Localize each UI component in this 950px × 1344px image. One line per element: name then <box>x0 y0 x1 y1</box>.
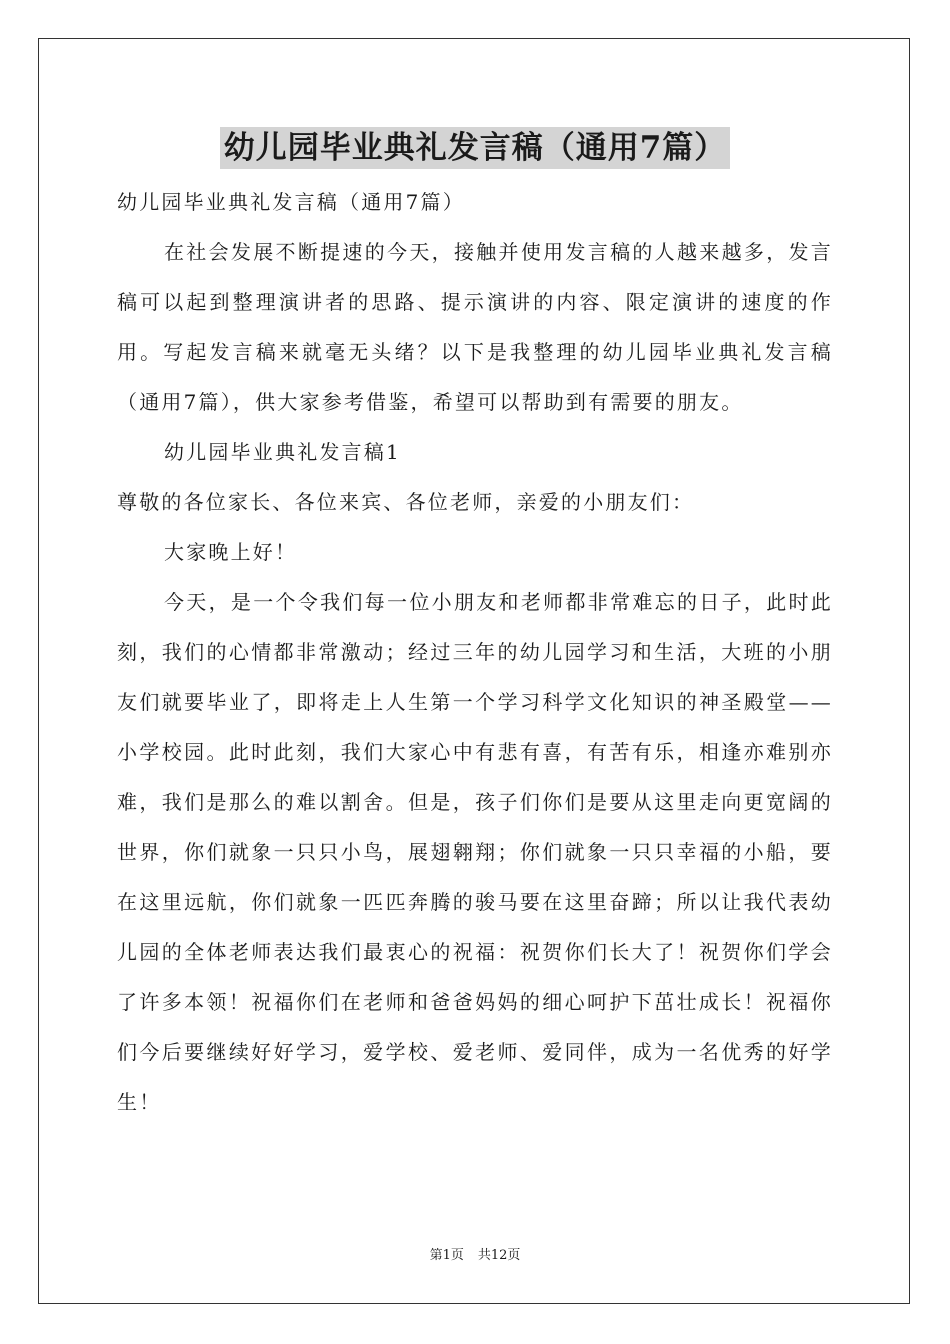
greeting: 大家晚上好！ <box>164 540 298 564</box>
salutation: 尊敬的各位家长、各位来宾、各位老师，亲爱的小朋友们： <box>117 490 695 514</box>
document-title: 幼儿园毕业典礼发言稿（通用7篇） <box>220 127 731 169</box>
section-heading: 幼儿园毕业典礼发言稿1 <box>164 440 401 464</box>
intro-paragraph: 在社会发展不断提速的今天，接触并使用发言稿的人越来越多，发言稿可以起到整理演讲者的思路、提示演讲的内容、限定演讲的速度的作用。写起发言稿来就毫无头绪？以下是我整理的幼儿园毕业典礼发言稿（通用7篇），供大家参考借鉴，希望可以帮助到有需要的朋友。 <box>117 240 833 414</box>
page-footer <box>0 1247 950 1265</box>
page-total: 共12页 <box>477 1248 521 1263</box>
document-body <box>117 177 833 1127</box>
title-container <box>0 127 950 169</box>
document-subtitle: 幼儿园毕业典礼发言稿（通用7篇） <box>117 190 465 214</box>
page-number: 第1页 <box>429 1248 464 1263</box>
body-paragraph: 今天，是一个令我们每一位小朋友和老师都非常难忘的日子，此时此刻，我们的心情都非常激动；经过三年的幼儿园学习和生活，大班的小朋友们就要毕业了，即将走上人生第一个学习科学文化知识的神圣殿堂——小学校园。此时此刻，我们大家心中有悲有喜，有苦有乐，相逢亦难别亦难，我们是那么的难以割舍。但是，孩子们你们是要从这里走向更宽阔的世界，你们就象一只只小鸟，展翅翱翔；你们就象一只只幸福的小船，要在这里远航，你们就象一匹匹奔腾的骏马要在这里奋蹄；所以让我代表幼儿园的全体老师表达我们最衷心的祝福：祝贺你们长大了！祝贺你们学会了许多本领！祝福你们在老师和爸爸妈妈的细心呵护下茁壮成长！祝福你们今后要继续好好学习，爱学校、爱老师、爱同伴，成为一名优秀的好学生！ <box>117 590 833 1114</box>
